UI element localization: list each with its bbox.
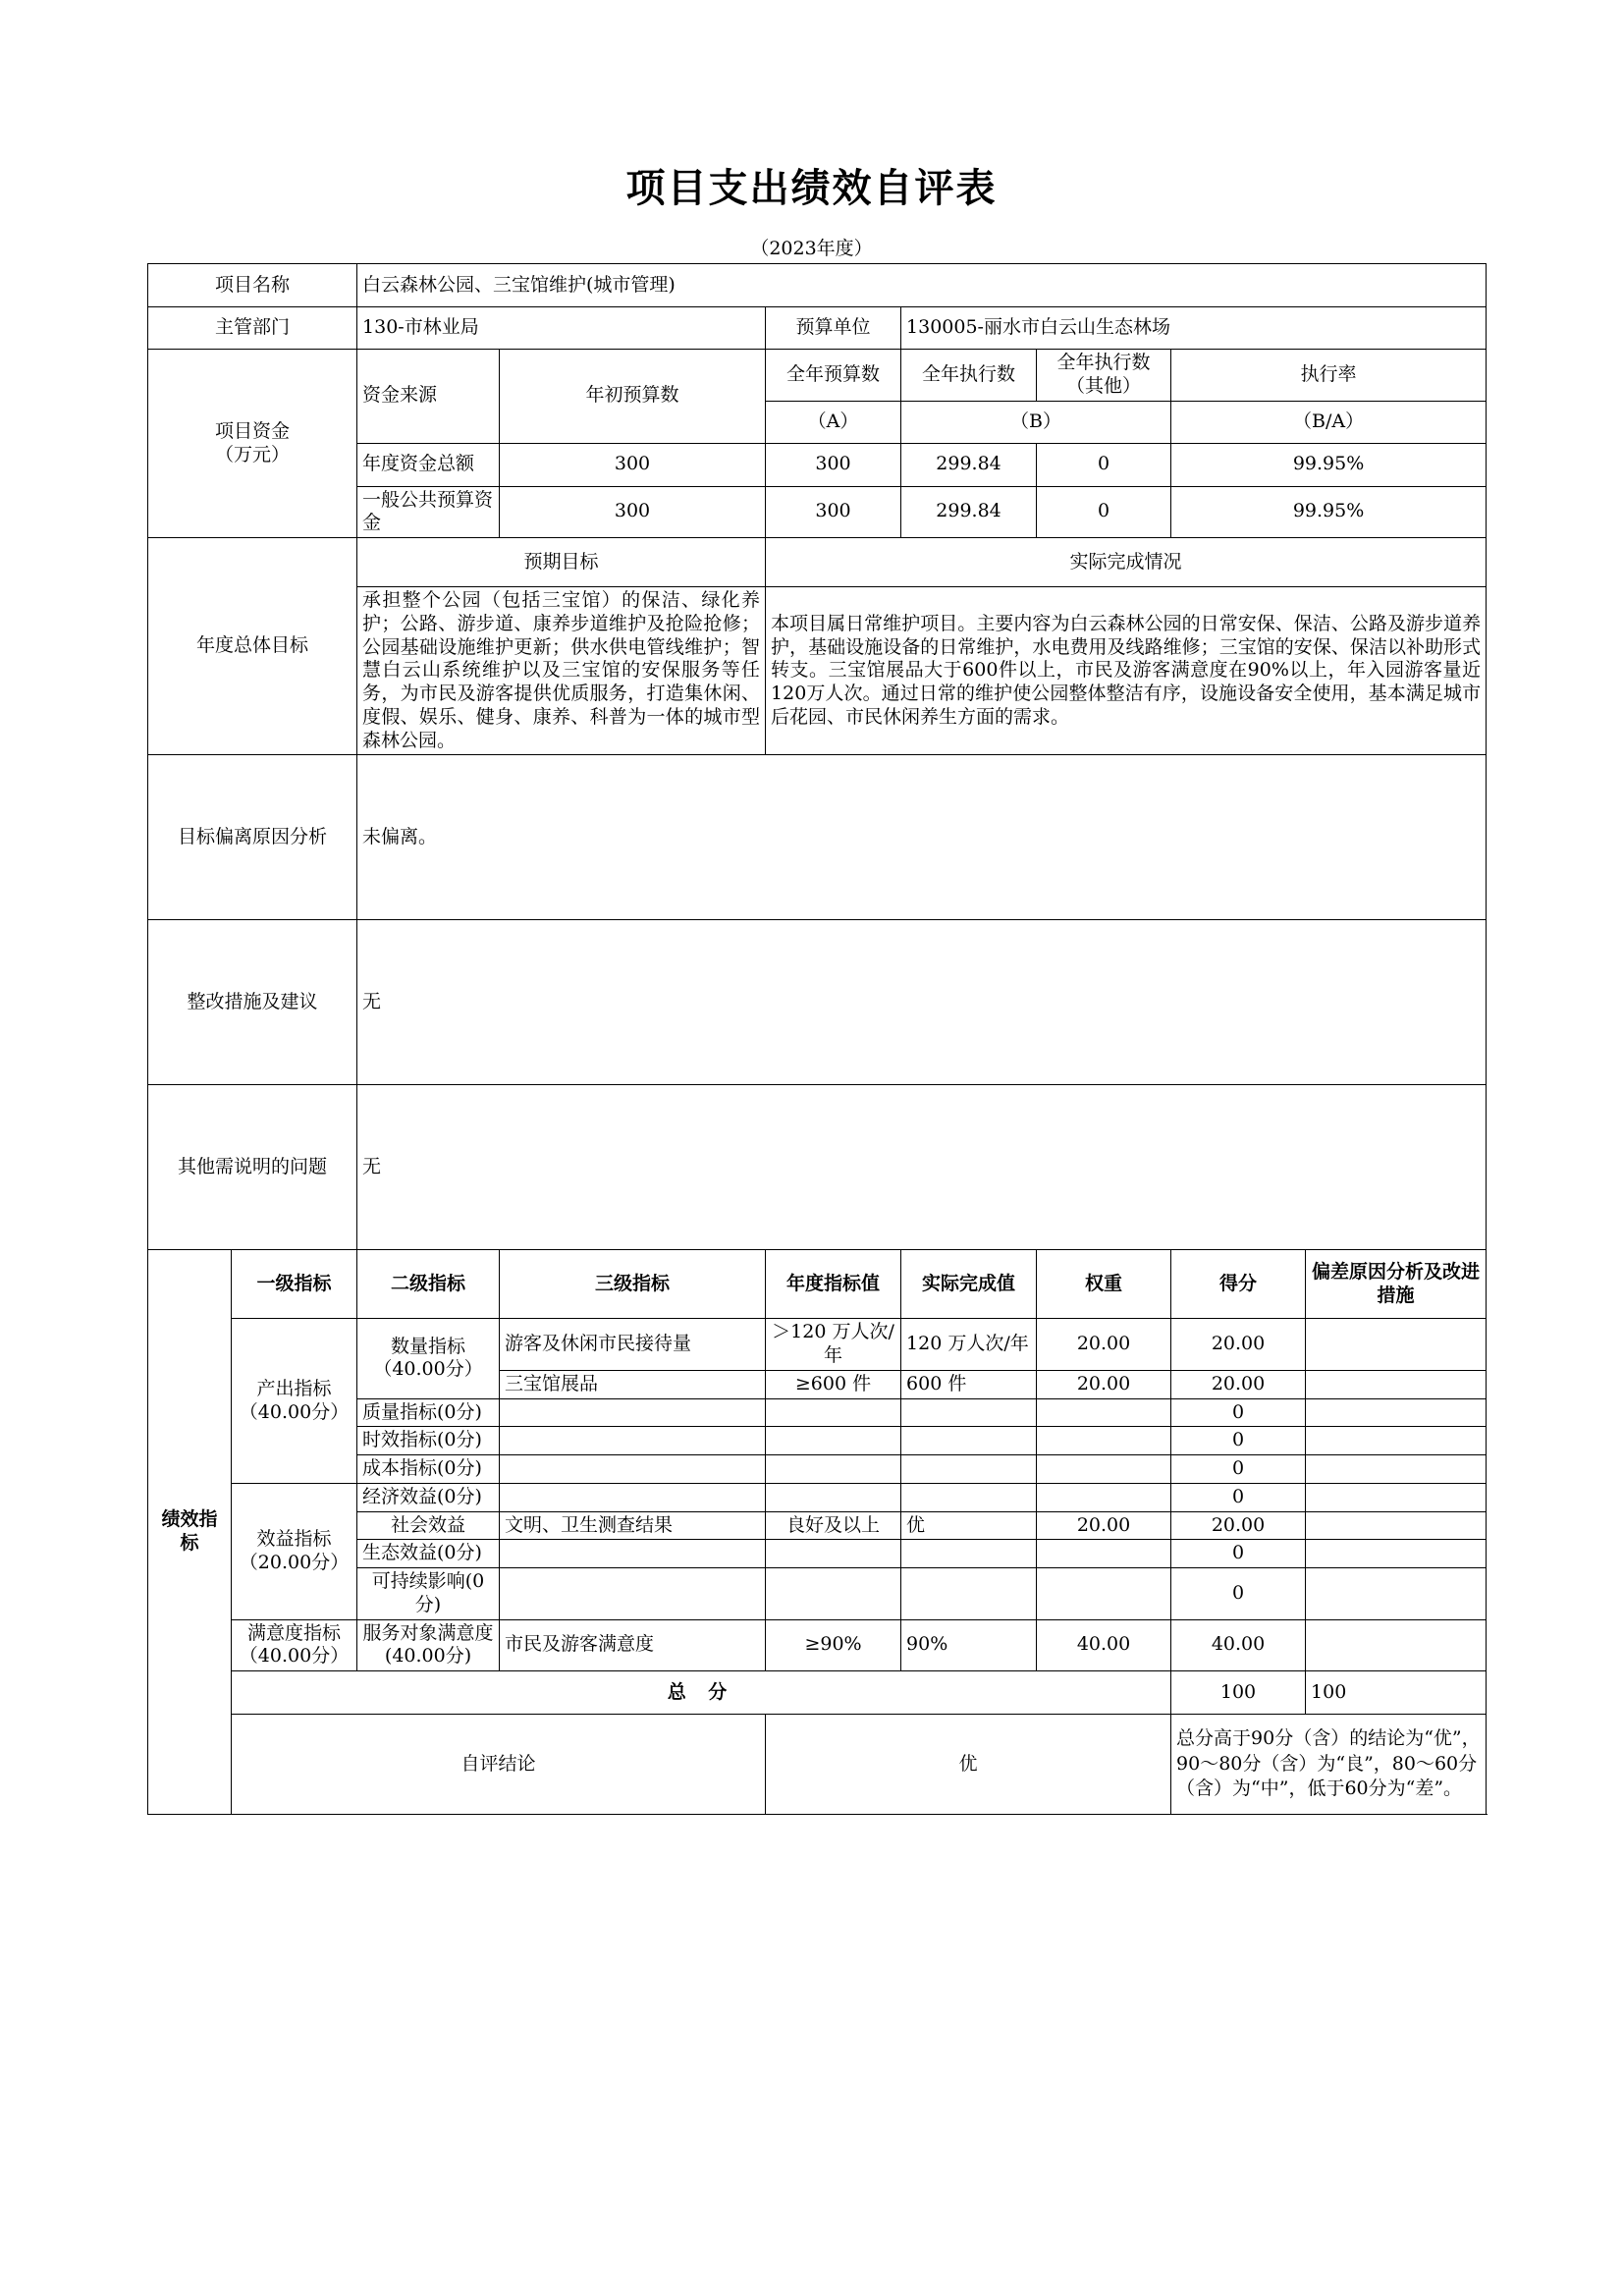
perf-header-level3: 三级指标 [500, 1250, 766, 1319]
social-benefit-label: 社会效益 [357, 1511, 500, 1540]
funds-row-name: 一般公共预算资金 [357, 486, 500, 538]
funds-a-label: （A） [766, 401, 901, 443]
perf-actual: 120 万人次/年 [901, 1319, 1037, 1371]
funds-rate-label: 执行率 [1171, 350, 1487, 402]
perf-header-weight: 权重 [1037, 1250, 1171, 1319]
perf-row [148, 1319, 1487, 1371]
perf-weight: 40.00 [1037, 1619, 1171, 1671]
perf-row [148, 1619, 1487, 1671]
perf-score: 0 [1171, 1427, 1306, 1455]
funds-exec-label: 全年执行数 [901, 350, 1037, 402]
funds-row-name: 年度资金总额 [357, 443, 500, 486]
budget-unit-value: 130005-丽水市白云山生态林场 [901, 307, 1487, 350]
funds-annual-label: 全年预算数 [766, 350, 901, 402]
eco-benefit-label: 生态效益(0分) [357, 1540, 500, 1568]
actual-completion-label: 实际完成情况 [766, 538, 1487, 587]
deviation-value: 未偏离。 [357, 755, 1487, 920]
annual-goals-label: 年度总体目标 [148, 538, 357, 755]
perf-l3: 文明、卫生测查结果 [500, 1511, 766, 1540]
perf-weight: 20.00 [1037, 1511, 1171, 1540]
funds-row-initial: 300 [500, 443, 766, 486]
perf-row [148, 1483, 1487, 1511]
funds-row-exec: 299.84 [901, 486, 1037, 538]
page-title: 项目支出绩效自评表 [625, 165, 998, 211]
perf-label: 绩效指标 [148, 1250, 232, 1815]
sustain-impact-label: 可持续影响(0分) [357, 1568, 500, 1620]
funds-initial-label: 年初预算数 [500, 350, 766, 444]
funds-ba-label: （B/A） [1171, 401, 1487, 443]
perf-analysis [1306, 1370, 1487, 1398]
total-weight: 100 [1171, 1671, 1306, 1715]
funds-row-other: 0 [1037, 443, 1171, 486]
total-score: 100 [1306, 1671, 1487, 1715]
conclusion-note: 总分高于90分（含）的结论为“优”，90～80分（含）为“良”，80～60分（含）为“中”，低于60分为“差”。 [1171, 1715, 1487, 1815]
funds-row-rate: 99.95% [1171, 486, 1487, 538]
funds-label [148, 350, 357, 538]
conclusion-value: 优 [766, 1715, 1171, 1815]
rectify-label: 整改措施及建议 [148, 920, 357, 1085]
perf-score: 40.00 [1171, 1619, 1306, 1671]
dept-value: 130-市林业局 [357, 307, 766, 350]
perf-l3: 市民及游客满意度 [500, 1619, 766, 1671]
self-evaluation-table [147, 263, 1487, 1815]
timeliness-indicator-label: 时效指标(0分) [357, 1427, 500, 1455]
other-issues-label: 其他需说明的问题 [148, 1085, 357, 1250]
perf-weight: 20.00 [1037, 1370, 1171, 1398]
funds-label-line2: （万元） [215, 443, 291, 465]
perf-target: ＞120 万人次/年 [766, 1319, 901, 1371]
output-indicator-label: 产出指标（40.00分） [232, 1319, 357, 1484]
project-name-label: 项目名称 [148, 264, 357, 307]
perf-header-target: 年度指标值 [766, 1250, 901, 1319]
perf-score: 0 [1171, 1540, 1306, 1568]
perf-analysis [1306, 1319, 1487, 1371]
funds-source-label: 资金来源 [357, 350, 500, 444]
perf-target: ≥600 件 [766, 1370, 901, 1398]
perf-weight: 20.00 [1037, 1319, 1171, 1371]
funds-label-line1: 项目资金 [215, 419, 291, 442]
actual-completion-text: 本项目属日常维护项目。主要内容为白云森林公园的日常安保、保洁、公路及游步道养护，基础设施设备的日常维护，水电费用及线路维修；三宝馆的安保、保洁以补助形式转支。三宝馆展品大于600件以上，市民及游客满意度在90%以上，年入园游客量近120万人次。通过日常的维护使公园整体整洁有序，设施设备安全使用，基本满足城市后花园、市民休闲养生方面的需求。 [766, 587, 1487, 755]
perf-actual: 600 件 [901, 1370, 1037, 1398]
quantity-indicator-label: 数量指标（40.00分） [357, 1319, 500, 1398]
funds-row-annual: 300 [766, 443, 901, 486]
deviation-label: 目标偏离原因分析 [148, 755, 357, 920]
funds-row-initial: 300 [500, 486, 766, 538]
funds-row-exec: 299.84 [901, 443, 1037, 486]
economic-benefit-label: 经济效益(0分) [357, 1483, 500, 1511]
funds-row-rate: 99.95% [1171, 443, 1487, 486]
perf-score: 0 [1171, 1455, 1306, 1484]
perf-header-level1: 一级指标 [232, 1250, 357, 1319]
budget-unit-label: 预算单位 [766, 307, 901, 350]
perf-score: 0 [1171, 1483, 1306, 1511]
rectify-value: 无 [357, 920, 1487, 1085]
satisfaction-indicator-label: 满意度指标（40.00分） [232, 1619, 357, 1671]
expected-goals-text: 承担整个公园（包括三宝馆）的保洁、绿化养护；公路、游步道、康养步道维护及抢险抢修；公园基础设施维护更新；供水供电管线维护；智慧白云山系统维护以及三宝馆的安保服务等任务，为市民及游客提供优质服务，打造集休闲、度假、娱乐、健身、康养、科普为一体的城市型森林公园。 [357, 587, 766, 755]
conclusion-label: 自评结论 [232, 1715, 766, 1815]
benefit-indicator-label: 效益指标（20.00分） [232, 1483, 357, 1619]
perf-l3: 三宝馆展品 [500, 1370, 766, 1398]
cost-indicator-label: 成本指标(0分) [357, 1455, 500, 1484]
perf-header-level2: 二级指标 [357, 1250, 500, 1319]
perf-l3: 游客及休闲市民接待量 [500, 1319, 766, 1371]
funds-row-other: 0 [1037, 486, 1171, 538]
perf-actual: 90% [901, 1619, 1037, 1671]
perf-header-score: 得分 [1171, 1250, 1306, 1319]
funds-b-label: （B） [901, 401, 1171, 443]
perf-score: 0 [1171, 1398, 1306, 1427]
perf-header-analysis: 偏差原因分析及改进措施 [1306, 1250, 1487, 1319]
other-issues-value: 无 [357, 1085, 1487, 1250]
perf-score: 20.00 [1171, 1511, 1306, 1540]
funds-row-annual: 300 [766, 486, 901, 538]
perf-header-actual: 实际完成值 [901, 1250, 1037, 1319]
perf-score: 20.00 [1171, 1370, 1306, 1398]
service-satisfaction-label: 服务对象满意度(40.00分) [357, 1619, 500, 1671]
perf-score: 0 [1171, 1568, 1306, 1620]
project-name-value: 白云森林公园、三宝馆维护(城市管理) [357, 264, 1487, 307]
quality-indicator-label: 质量指标(0分) [357, 1398, 500, 1427]
perf-target: ≥90% [766, 1619, 901, 1671]
perf-score: 20.00 [1171, 1319, 1306, 1371]
expected-goals-label: 预期目标 [357, 538, 766, 587]
dept-label: 主管部门 [148, 307, 357, 350]
perf-actual: 优 [901, 1511, 1037, 1540]
funds-exec-other-label: 全年执行数（其他） [1037, 350, 1171, 402]
total-label: 总 分 [232, 1671, 1171, 1715]
page-subtitle: （2023年度） [750, 238, 873, 259]
perf-target: 良好及以上 [766, 1511, 901, 1540]
